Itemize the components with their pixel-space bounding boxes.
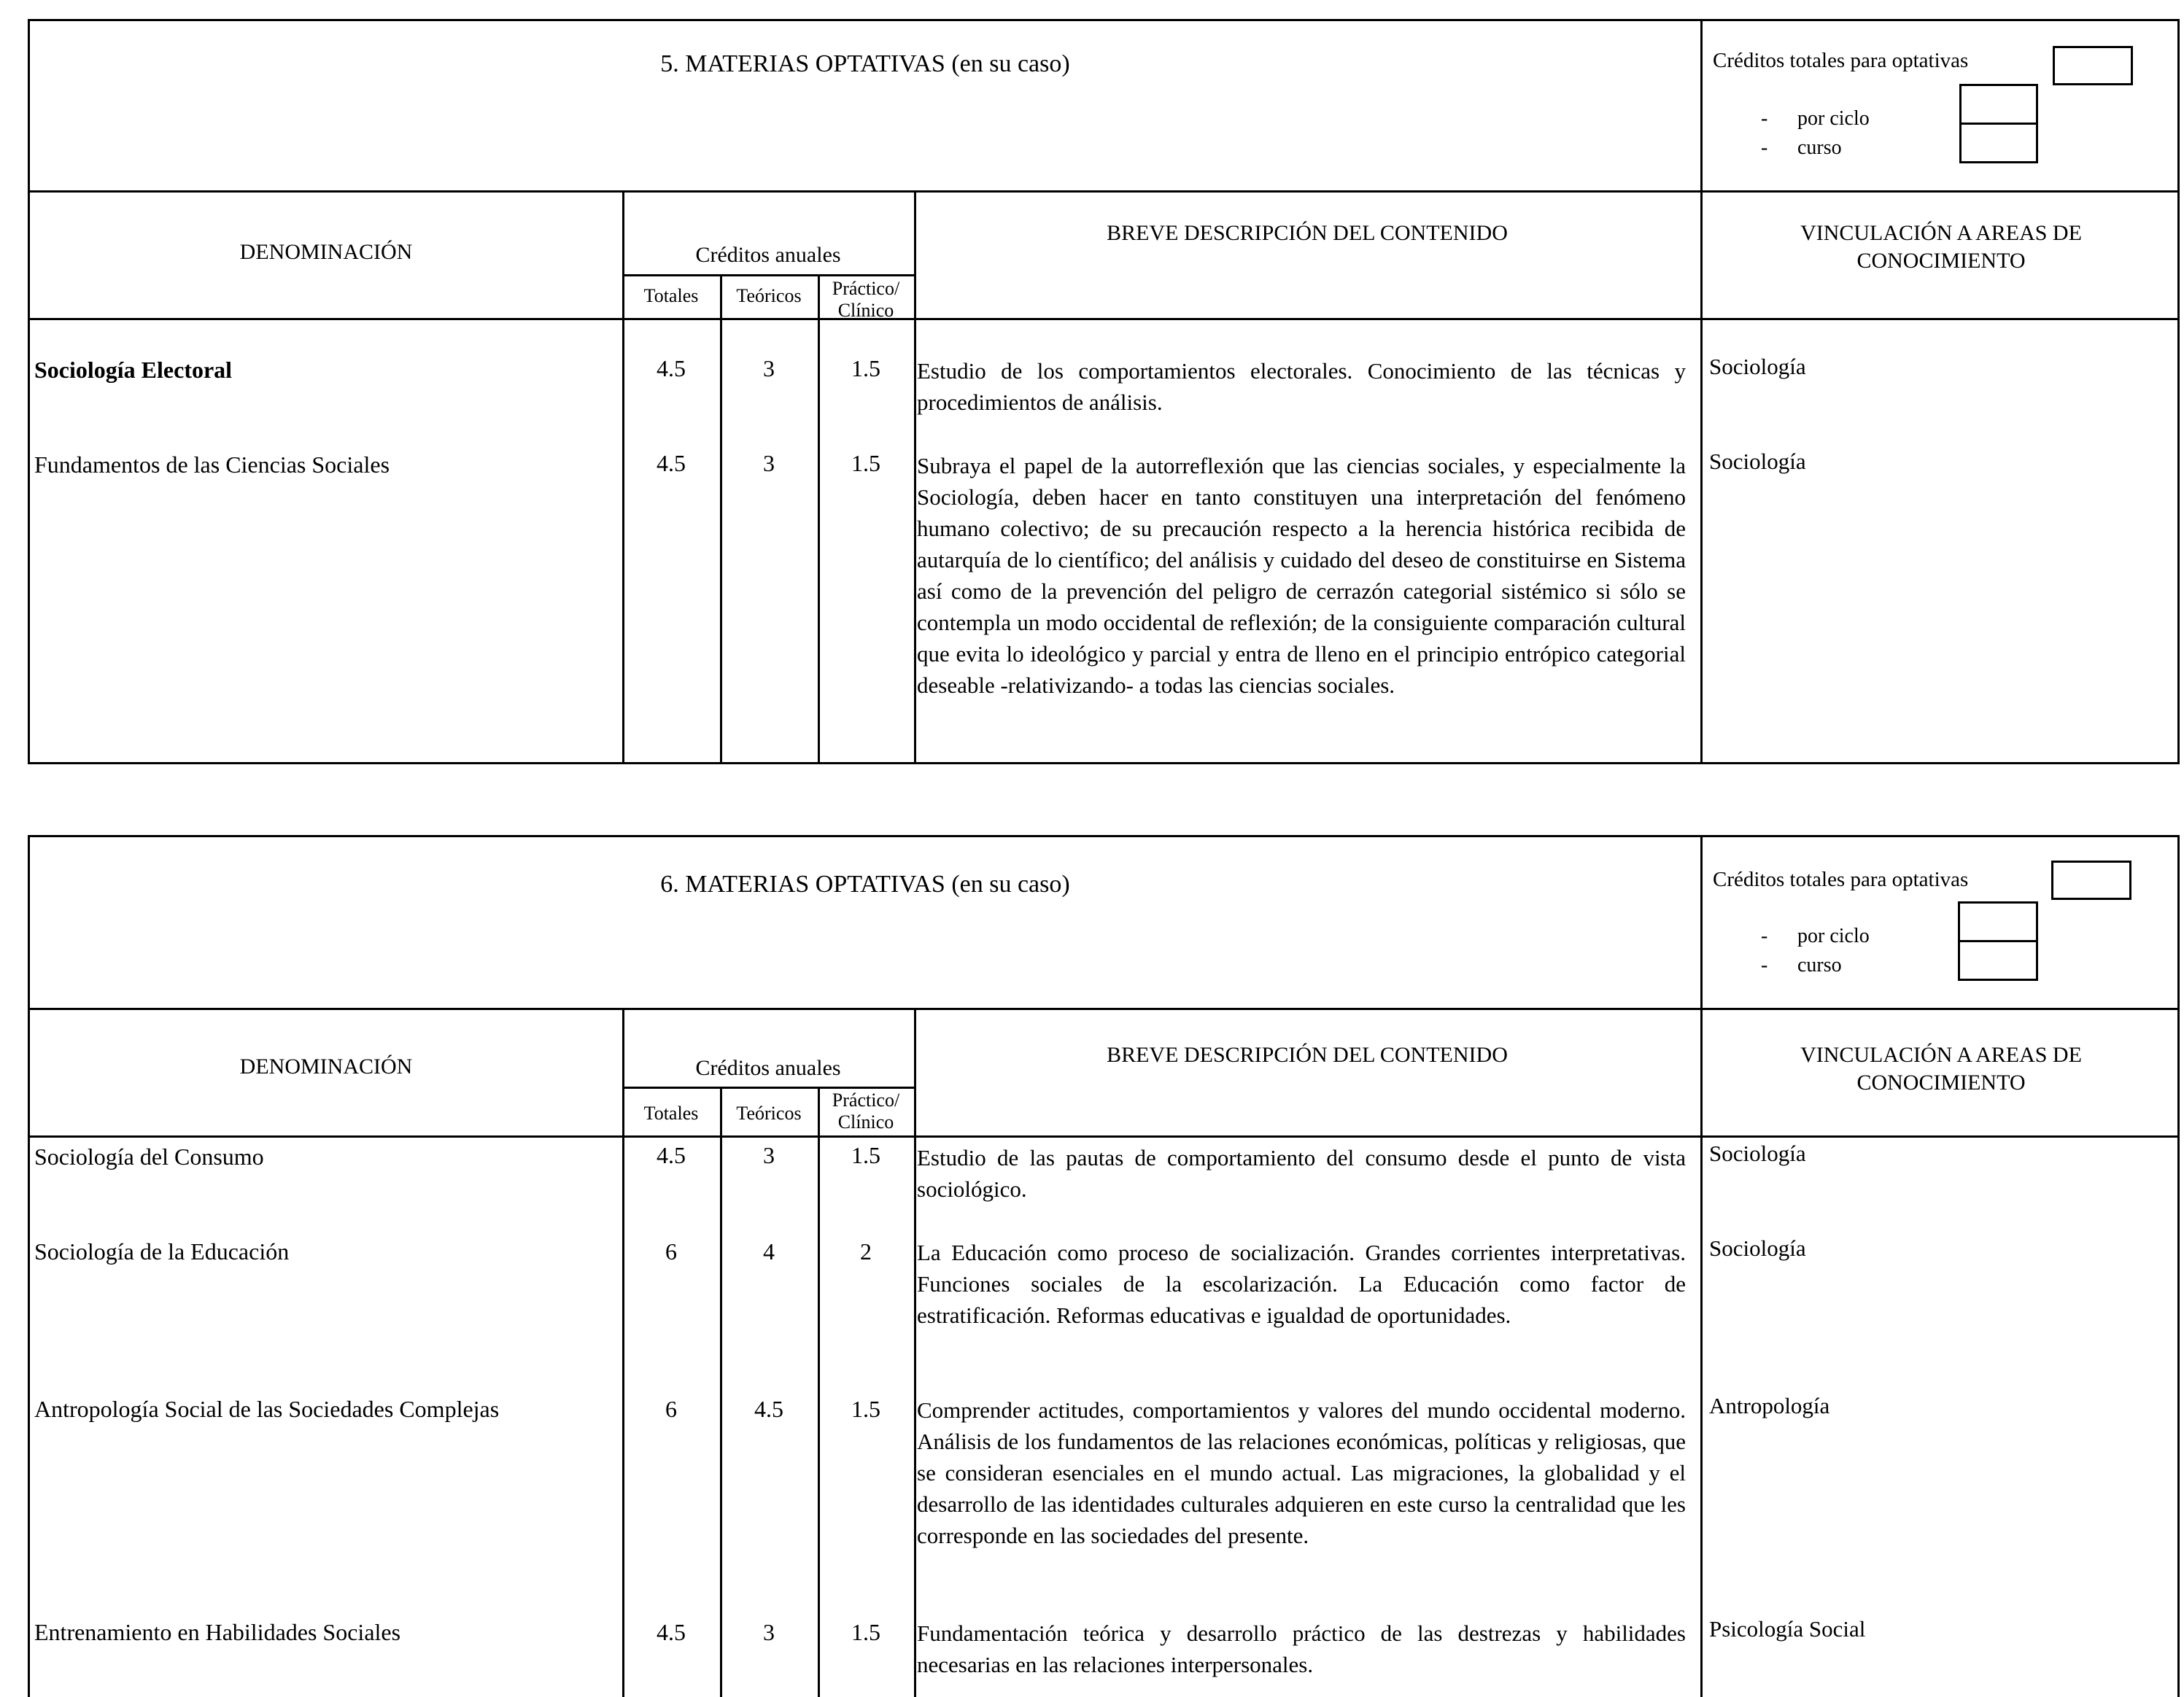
curso-field[interactable] xyxy=(1959,123,2038,163)
header-vinculacion: CONOCIMIENTO xyxy=(1856,1071,2026,1095)
row-teoricos: 3 xyxy=(763,355,775,381)
curso-label: curso xyxy=(1797,136,1842,159)
row-area: Sociología xyxy=(1709,448,1806,474)
section-title: 6. MATERIAS OPTATIVAS (en su caso) xyxy=(660,871,1070,898)
header-creditos-anuales: Créditos anuales xyxy=(695,243,841,267)
row-teoricos: 3 xyxy=(763,1619,775,1645)
row-teoricos: 3 xyxy=(763,450,775,476)
divider xyxy=(1700,190,1703,762)
row-practicos: 1.5 xyxy=(851,355,880,381)
row-area: Sociología xyxy=(1709,354,1806,379)
row-area: Sociología xyxy=(1709,1235,1806,1261)
curso-label: curso xyxy=(1797,954,1842,976)
bullet: - xyxy=(1761,954,1768,976)
divider xyxy=(622,1087,914,1089)
row-practicos: 1.5 xyxy=(851,1396,880,1422)
section-title: 5. MATERIAS OPTATIVAS (en su caso) xyxy=(660,50,1070,77)
row-teoricos: 4.5 xyxy=(754,1396,783,1422)
row-name: Fundamentos de las Ciencias Sociales xyxy=(34,451,390,478)
divider xyxy=(622,274,914,276)
por-ciclo-label: por ciclo xyxy=(1797,107,1870,130)
row-description: Comprender actitudes, comportamientos y valores del mundo occidental moderno. Análisis de los fundamentos de las relaciones económicas, políticas y religiosas, que se consideran esenciales en el mundo actual. Las migraciones, la globalidad y el desarrollo de las identidades culturales adquieren en este curso la centralidad que les corresponde en las sociedades del presente. xyxy=(917,1397,1686,1548)
row-area: Psicología Social xyxy=(1709,1616,1866,1642)
credits-total-label: Créditos totales para optativas xyxy=(1713,868,1969,891)
row-name: Antropología Social de las Sociedades Complejas xyxy=(34,1396,500,1422)
header-totales: Totales xyxy=(643,1103,699,1124)
row-area: Antropología xyxy=(1709,1393,1830,1418)
column-header-row xyxy=(30,190,2177,320)
row-totales: 4.5 xyxy=(657,355,686,381)
section-5-table xyxy=(28,19,2180,764)
row-practicos: 2 xyxy=(860,1238,872,1265)
divider xyxy=(914,190,916,762)
divider xyxy=(720,274,722,762)
row-practicos: 1.5 xyxy=(851,450,880,476)
header-practico: Práctico/ xyxy=(832,1090,900,1111)
header-vinculacion: VINCULACIÓN A AREAS DE xyxy=(1800,1043,2082,1067)
header-denominacion: DENOMINACIÓN xyxy=(239,1055,413,1079)
credits-box xyxy=(1700,21,2177,190)
row-practicos: 1.5 xyxy=(851,1142,880,1168)
row-totales: 6 xyxy=(665,1238,677,1265)
row-name: Entrenamiento en Habilidades Sociales xyxy=(34,1619,401,1645)
row-teoricos: 3 xyxy=(763,1142,775,1168)
bullet: - xyxy=(1761,136,1768,159)
row-totales: 4.5 xyxy=(657,1142,686,1168)
header-denominacion: DENOMINACIÓN xyxy=(239,240,413,264)
header-creditos-anuales: Créditos anuales xyxy=(695,1056,841,1080)
section-6-table xyxy=(28,835,2180,1697)
header-descripcion: BREVE DESCRIPCIÓN DEL CONTENIDO xyxy=(1107,221,1508,245)
divider xyxy=(720,1087,722,1697)
divider xyxy=(818,1087,820,1697)
header-teoricos: Teóricos xyxy=(736,1103,802,1124)
header-clinico: Clínico xyxy=(837,1111,894,1133)
curso-field[interactable] xyxy=(1958,940,2038,981)
row-name: Sociología de la Educación xyxy=(34,1238,290,1265)
bullet: - xyxy=(1761,107,1768,130)
row-totales: 6 xyxy=(665,1396,677,1422)
divider xyxy=(622,1008,624,1697)
header-clinico: Clínico xyxy=(837,300,894,321)
credits-box xyxy=(1700,837,2177,1008)
por-ciclo-field[interactable] xyxy=(1958,901,2038,942)
row-description: Estudio de los comportamientos electorales. Conocimiento de las técnicas y procedimientos de análisis. xyxy=(917,358,1686,415)
column-header-row xyxy=(30,1008,2177,1138)
row-description: Estudio de las pautas de comportamiento del consumo desde el punto de vista sociológico. xyxy=(917,1145,1686,1202)
por-ciclo-field[interactable] xyxy=(1959,84,2038,125)
divider xyxy=(1700,1008,1703,1697)
header-totales: Totales xyxy=(643,285,699,306)
row-name: Sociología del Consumo xyxy=(34,1143,264,1170)
header-vinculacion: CONOCIMIENTO xyxy=(1856,249,2026,273)
section-header xyxy=(30,21,2177,193)
section-header xyxy=(30,837,2177,1010)
credits-total-label: Créditos totales para optativas xyxy=(1713,49,1969,72)
header-vinculacion: VINCULACIÓN A AREAS DE xyxy=(1800,221,2082,245)
row-area: Sociología xyxy=(1709,1141,1806,1166)
row-totales: 4.5 xyxy=(657,1619,686,1645)
bullet: - xyxy=(1761,925,1768,947)
row-practicos: 1.5 xyxy=(851,1619,880,1645)
divider xyxy=(818,274,820,762)
row-description: Subraya el papel de la autorreflexión que las ciencias sociales, y especialmente la Sociología, deben hacer en tanto constituyen una interpretación del fenómeno humano colectivo; de su precaución respecto a la herencia histórica recibida de autarquía de lo científico; del análisis y cuidado del deseo de constituirse en Sistema así como de la prevención del peligro de cerrazón categorial sistémico si sólo se contempla un modo occidental de reflexión; de la consiguiente comparación cultural que evita lo ideológico y parcial y entra de lleno en el principio entrópico categorial deseable -relativizando- a todas las ciencias sociales. xyxy=(917,453,1686,698)
credits-total-field[interactable] xyxy=(2051,861,2131,900)
row-description: La Educación como proceso de socialización. Grandes corrientes interpretativas. Funciones sociales de la escolarización. La Educación como factor de estratificación. Reformas educativas e igualdad de oportunidades. xyxy=(917,1240,1686,1328)
row-description: Fundamentación teórica y desarrollo práctico de las destrezas y habilidades necesarias en las relaciones interpersonales. xyxy=(917,1620,1686,1677)
por-ciclo-label: por ciclo xyxy=(1797,925,1870,947)
header-teoricos: Teóricos xyxy=(736,285,802,306)
header-descripcion: BREVE DESCRIPCIÓN DEL CONTENIDO xyxy=(1107,1043,1508,1067)
row-teoricos: 4 xyxy=(763,1238,775,1265)
header-practico: Práctico/ xyxy=(832,278,900,299)
credits-total-field[interactable] xyxy=(2053,46,2133,85)
divider xyxy=(914,1008,916,1697)
row-totales: 4.5 xyxy=(657,450,686,476)
row-name: Sociología Electoral xyxy=(34,357,233,383)
